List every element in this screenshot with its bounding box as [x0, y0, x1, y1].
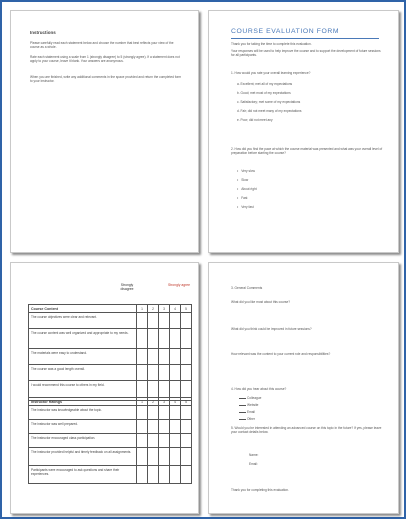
- question-4: 4. How did you hear about this course?: [231, 387, 287, 391]
- instructions-paragraph-1: Please carefully read each statement below and choose the number that best reflects your view of the course as a whole.: [30, 41, 174, 50]
- bullet-icon: •: [237, 205, 239, 209]
- form-title: COURSE EVALUATION FORM: [231, 28, 340, 35]
- rating-cell[interactable]: [137, 448, 148, 466]
- q2-option-1[interactable]: • Very slow: [237, 169, 255, 173]
- q1-option-d[interactable]: d. Fair; did not meet many of my expectations: [237, 109, 302, 113]
- question-2: 2. How did you find the pace at which the course material was presented and what was your overall level of preparation before starting the course?: [231, 147, 383, 156]
- checkbox-line: [239, 405, 246, 406]
- section-title-course-content: Course Content: [29, 305, 137, 313]
- rating-cell[interactable]: [137, 420, 148, 434]
- q5-option-name[interactable]: Name:: [249, 453, 259, 457]
- table-row-label: The instructor encouraged class participation.: [29, 434, 137, 448]
- rating-cell[interactable]: [181, 420, 192, 434]
- rating-cell[interactable]: [148, 365, 159, 381]
- comment-prompt-1: What did you like most about this course?: [231, 300, 290, 304]
- intro-line-1: Thank you for taking the time to complete this evaluation.: [231, 42, 312, 46]
- rating-cell[interactable]: [137, 329, 148, 349]
- checkbox-line: [239, 419, 246, 420]
- scale-number: 2: [148, 305, 159, 313]
- q4-option-3[interactable]: Email: [239, 410, 255, 414]
- section-title-instructor-ratings: Instructor Ratings: [29, 398, 137, 406]
- table-row-label: The course objectives were clear and relevant.: [29, 313, 137, 329]
- bullet-icon: •: [237, 178, 239, 182]
- rating-cell[interactable]: [181, 313, 192, 329]
- title-rule: [231, 38, 379, 39]
- scale-label-agree: Strongly agree: [167, 283, 191, 287]
- scale-number: 5: [181, 305, 192, 313]
- rating-cell[interactable]: [148, 434, 159, 448]
- rating-cell[interactable]: [148, 313, 159, 329]
- rating-cell[interactable]: [170, 448, 181, 466]
- instructor-ratings-table: [28, 397, 192, 484]
- rating-cell[interactable]: [181, 349, 192, 365]
- q1-option-a[interactable]: a. Excellent; met all of my expectations: [237, 82, 293, 86]
- instructions-paragraph-3: When you are finished, write any additional comments in the space provided and return the completed form to your instructor.: [30, 75, 182, 84]
- rating-cell[interactable]: [181, 466, 192, 484]
- rating-cell[interactable]: [137, 365, 148, 381]
- comment-prompt-3: How relevant was the content to your current role and responsibilities?: [231, 352, 331, 356]
- checkbox-line: [239, 398, 246, 399]
- rating-cell[interactable]: [170, 365, 181, 381]
- rating-cell[interactable]: [181, 329, 192, 349]
- rating-cell[interactable]: [148, 466, 159, 484]
- scale-label-disagree: Strongly disagree: [120, 283, 134, 291]
- rating-cell[interactable]: [137, 349, 148, 365]
- scale-number: 4: [170, 398, 181, 406]
- rating-cell[interactable]: [148, 349, 159, 365]
- checkbox-line: [239, 412, 246, 413]
- q1-option-c[interactable]: c. Satisfactory; met some of my expectations: [237, 100, 301, 104]
- rating-cell[interactable]: [159, 365, 170, 381]
- course-content-table: [28, 304, 192, 401]
- rating-cell[interactable]: [170, 420, 181, 434]
- scale-number: 5: [181, 398, 192, 406]
- q4-option-2[interactable]: Website: [239, 403, 258, 407]
- table-row-label: The instructor was knowledgeable about the topic.: [29, 406, 137, 420]
- q1-option-e[interactable]: e. Poor; did not meet any: [237, 118, 273, 122]
- rating-cell[interactable]: [137, 406, 148, 420]
- scale-number: 1: [137, 305, 148, 313]
- rating-cell[interactable]: [137, 434, 148, 448]
- scale-number: 3: [159, 398, 170, 406]
- rating-cell[interactable]: [159, 329, 170, 349]
- rating-cell[interactable]: [170, 406, 181, 420]
- rating-cell[interactable]: [170, 349, 181, 365]
- rating-cell[interactable]: [170, 313, 181, 329]
- q2-option-4[interactable]: • Fast: [237, 196, 248, 200]
- table-row-label: The course was a good length overall.: [29, 365, 137, 381]
- q2-option-3[interactable]: • About right: [237, 187, 257, 191]
- q4-option-1[interactable]: Colleague: [239, 396, 261, 400]
- bullet-icon: •: [237, 196, 239, 200]
- rating-cell[interactable]: [137, 466, 148, 484]
- rating-cell[interactable]: [170, 434, 181, 448]
- intro-line-2: Your responses will be used to help improve the course and to support the development of future sessions for all participants.: [231, 49, 381, 58]
- q5-option-email[interactable]: Email:: [249, 462, 258, 466]
- general-comments-heading: 3. General Comments: [231, 286, 263, 290]
- rating-cell[interactable]: [181, 365, 192, 381]
- table-row-label: The materials were easy to understand.: [29, 349, 137, 365]
- question-5: 5. Would you be interested in attending an advanced course on this topic in the future? If yes, please leave your contact details below.: [231, 426, 382, 435]
- table-row-label: The instructor provided helpful and timely feedback on all assignments.: [29, 448, 137, 466]
- table-row-label: The course content was well organized and appropriate to my needs.: [29, 329, 137, 349]
- page-1[interactable]: [10, 10, 199, 253]
- bullet-icon: •: [237, 169, 239, 173]
- comment-prompt-2: What did you think could be improved in future sessions?: [231, 327, 312, 331]
- scale-number: 3: [159, 305, 170, 313]
- scale-number: 1: [137, 398, 148, 406]
- table-row-label: The instructor was well prepared.: [29, 420, 137, 434]
- scale-number: 4: [170, 305, 181, 313]
- rating-cell[interactable]: [148, 448, 159, 466]
- question-1: 1. How would you rate your overall learning experience?: [231, 71, 311, 75]
- q2-option-5[interactable]: • Very fast: [237, 205, 254, 209]
- rating-cell[interactable]: [148, 329, 159, 349]
- rating-cell[interactable]: [159, 349, 170, 365]
- rating-cell[interactable]: [181, 434, 192, 448]
- rating-cell[interactable]: [170, 329, 181, 349]
- rating-cell[interactable]: [159, 448, 170, 466]
- page-3[interactable]: [10, 262, 199, 514]
- rating-cell[interactable]: [170, 466, 181, 484]
- instructions-paragraph-2: Rate each statement using a scale from 1 (strongly disagree) to 5 (strongly agree). If a statement does not apply to your course, leave it blank. Your answers are anonymous.: [30, 55, 180, 64]
- rating-cell[interactable]: [181, 406, 192, 420]
- rating-cell[interactable]: [159, 434, 170, 448]
- bullet-icon: •: [237, 187, 239, 191]
- rating-cell[interactable]: [159, 406, 170, 420]
- rating-cell[interactable]: [181, 448, 192, 466]
- table-row-label: Participants were encouraged to ask questions and share their experiences.: [29, 466, 137, 484]
- table-row-label: I would recommend this course to others in my field.: [29, 381, 137, 401]
- page-4[interactable]: [208, 262, 399, 514]
- q4-option-4[interactable]: Other: [239, 417, 255, 421]
- page-2[interactable]: [208, 10, 399, 253]
- q2-option-2[interactable]: • Slow: [237, 178, 249, 182]
- instructions-heading: Instructions: [30, 30, 56, 35]
- scale-number: 2: [148, 398, 159, 406]
- rating-cell[interactable]: [159, 313, 170, 329]
- rating-cell[interactable]: [148, 420, 159, 434]
- closing-line: Thank you for completing this evaluation.: [231, 488, 289, 492]
- rating-cell[interactable]: [159, 420, 170, 434]
- rating-cell[interactable]: [137, 313, 148, 329]
- rating-cell[interactable]: [159, 466, 170, 484]
- q1-option-b[interactable]: b. Good; met most of my expectations: [237, 91, 291, 95]
- rating-cell[interactable]: [148, 406, 159, 420]
